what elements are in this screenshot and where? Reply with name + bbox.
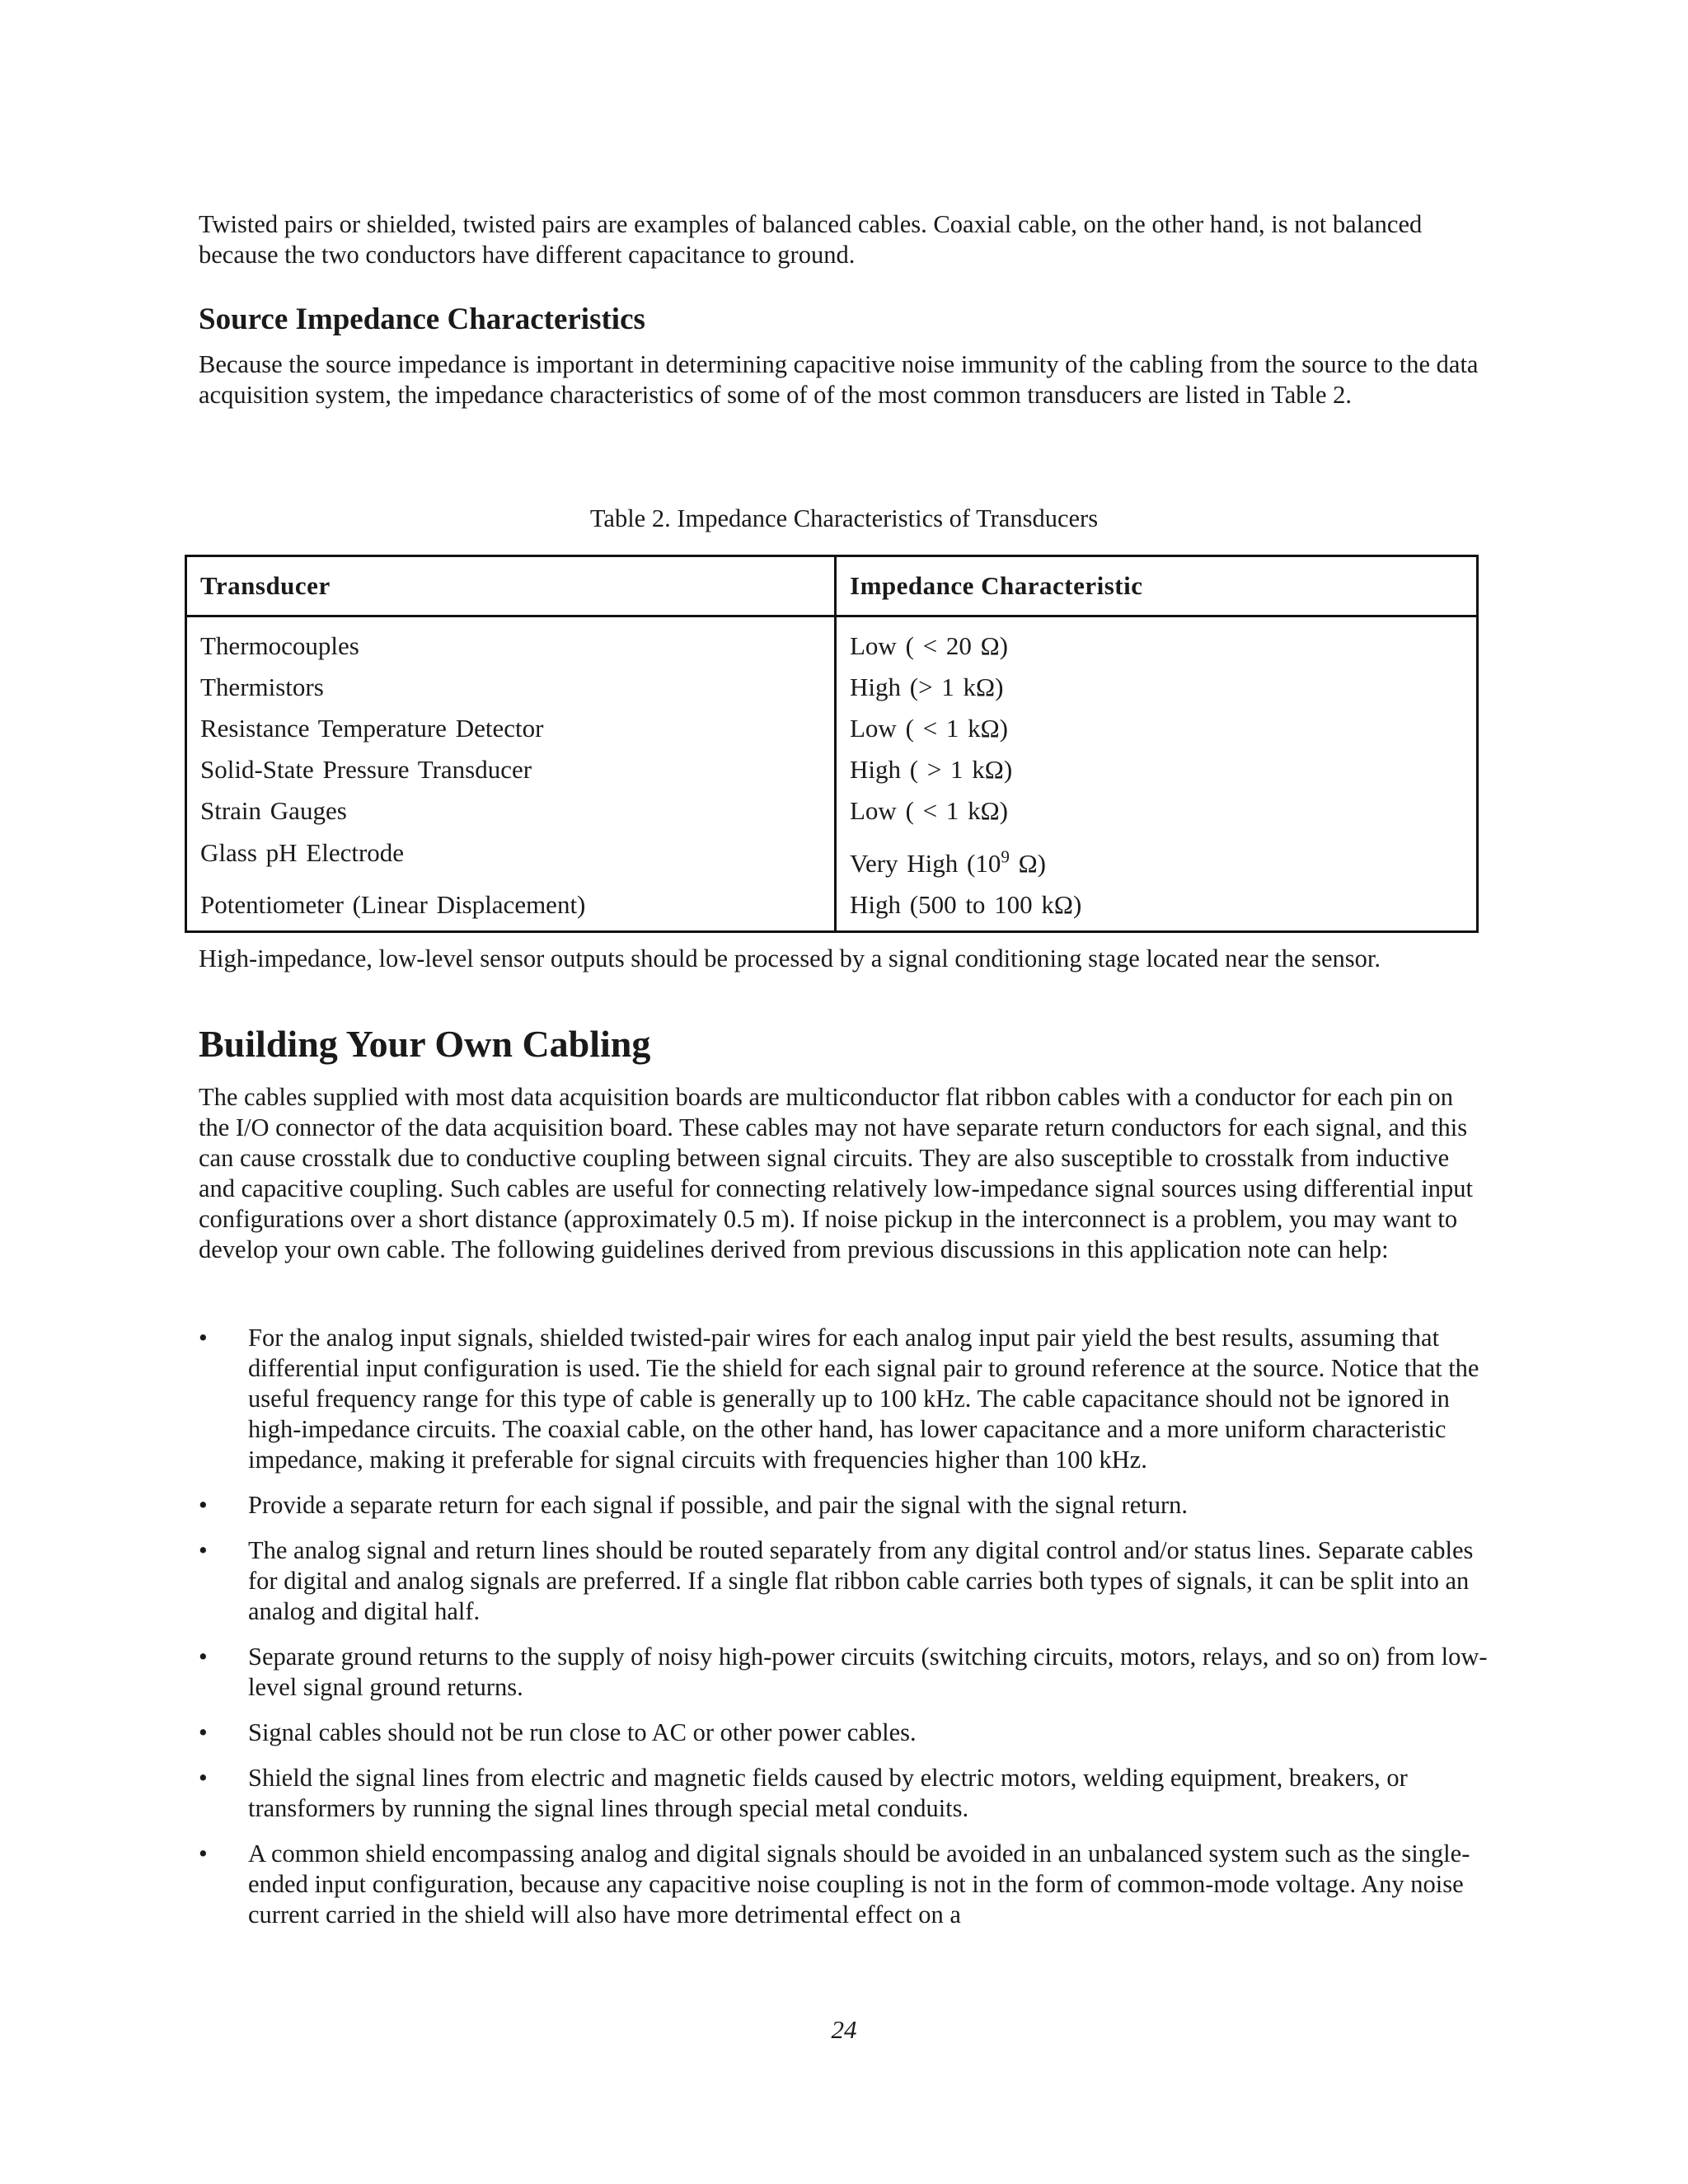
building-cabling-paragraph: The cables supplied with most data acquisition boards are multiconductor flat ribbon cables with a conductor for each pin on the I/O connector of the data acquisition board. These cables may not have separate return conductors for each signal, and this can cause crosstalk due to conductive coupling between signal circuits. They are also susceptible to crosstalk from inductive and capacitive coupling. Such cables are useful for connecting relatively low-impedance signal sources using differential input configurations over a short distance (approximately 0.5 m). If noise pickup in the interconnect is a problem, you may want to develop your own cable. The following guidelines derived from previous discussions in this application note can help: (199, 1083, 1473, 1263)
header-transducer: Transducer (186, 556, 836, 616)
impedance-cell: Low ( < 1 kΩ) (850, 796, 1008, 825)
impedance-table (185, 555, 1479, 933)
guideline-list (199, 1323, 1493, 1945)
impedance-prefix: Very High (10 (850, 849, 1001, 878)
bullet-icon: • (199, 1764, 208, 1792)
list-item-text: Shield the signal lines from electric and magnetic fields caused by electric motors, welding equipment, breakers, or transformers by running the signal lines through special metal conduits. (248, 1764, 1408, 1822)
transducer-cell: Thermocouples (186, 616, 836, 668)
list-item (199, 1535, 1493, 1627)
impedance-cell: Low ( < 1 kΩ) (850, 714, 1008, 743)
bullet-icon: • (199, 1491, 208, 1519)
impedance-cell: High ( > 1 kΩ) (850, 755, 1013, 784)
bullet-icon: • (199, 1324, 208, 1352)
list-item (199, 1323, 1493, 1475)
list-item-text: For the analog input signals, shielded twisted-pair wires for each analog input pair yield the best results, assuming that differential input configuration is used. Tie the shield for each signal pair to ground reference at the source. Notice that the useful frequency range for this type of cable is generally up to 100 kHz. The cable capacitance should not be ignored in high-impedance circuits. The coaxial cable, on the other hand, has lower capacitance and a more uniform characteristic impedance, making it preferable for signal circuits with frequencies higher than 100 kHz. (248, 1324, 1479, 1474)
list-item (199, 1839, 1493, 1930)
transducer-cell: Thermistors (186, 667, 836, 708)
table-caption: Table 2. Impedance Characteristics of Transducers (589, 504, 1099, 532)
list-item (199, 1642, 1493, 1703)
table-row (186, 708, 1478, 749)
list-item (199, 1763, 1493, 1824)
list-item-text: A common shield encompassing analog and digital signals should be avoided in an unbalanced system such as the single-ended input configuration, because any capacitive noise coupling is not in the form of common-mode voltage. Any noise current carried in the shield will also have more detrimental effect on a (248, 1840, 1470, 1929)
impedance-cell: High (500 to 100 kΩ) (850, 890, 1082, 919)
after-table-paragraph: High-impedance, low-level sensor outputs should be processed by a signal conditioning stage located near the sensor. (199, 944, 1381, 972)
impedance-suffix: Ω) (1009, 849, 1046, 878)
header-impedance: Impedance Characteristic (836, 556, 1478, 616)
impedance-cell (836, 832, 1478, 884)
source-impedance-paragraph: Because the source impedance is important in determining capacitive noise immunity of the cabling from the source to the data acquisition system, the impedance characteristics of some of of the most common transducers are listed in Table 2. (199, 350, 1479, 409)
impedance-cell: Low ( < 20 Ω) (850, 631, 1008, 660)
list-item-text: The analog signal and return lines should be routed separately from any digital control and/or status lines. Separate cables for digital and analog signals are preferred. If a single flat ribbon cable carries both types of signals, it can be split into an analog and digital half. (248, 1536, 1474, 1625)
list-item (199, 1490, 1493, 1521)
transducer-cell: Glass pH Electrode (186, 832, 836, 884)
bullet-icon: • (199, 1718, 208, 1746)
table-row (186, 884, 1478, 932)
transducer-cell: Resistance Temperature Detector (186, 708, 836, 749)
table-header-row (186, 556, 1478, 616)
list-item-text: Separate ground returns to the supply of noisy high-power circuits (switching circuits, motors, relays, and so on) from low-level signal ground returns. (248, 1643, 1488, 1701)
impedance-exponent: 9 (1001, 846, 1010, 867)
table-row (186, 832, 1478, 884)
list-item (199, 1718, 1493, 1748)
table-row (186, 667, 1478, 708)
table-row (186, 616, 1478, 668)
building-cabling-heading: Building Your Own Cabling (199, 1023, 651, 1065)
bullet-icon: • (199, 1840, 208, 1868)
table-row (186, 749, 1478, 790)
transducer-cell: Solid-State Pressure Transducer (186, 749, 836, 790)
list-item-text: Signal cables should not be run close to AC or other power cables. (248, 1718, 917, 1746)
transducer-cell: Strain Gauges (186, 790, 836, 832)
impedance-cell: High (> 1 kΩ) (850, 673, 1004, 701)
bullet-icon: • (199, 1643, 208, 1671)
page-number: 24 (831, 2015, 857, 2044)
intro-paragraph: Twisted pairs or shielded, twisted pairs are examples of balanced cables. Coaxial cable, on the other hand, is not balanced because the two conductors have different capacitance to ground. (199, 210, 1423, 269)
transducer-cell: Potentiometer (Linear Displacement) (186, 884, 836, 932)
table-row (186, 790, 1478, 832)
source-impedance-heading: Source Impedance Characteristics (199, 302, 645, 336)
list-item-text: Provide a separate return for each signal if possible, and pair the signal with the signal return. (248, 1491, 1189, 1519)
bullet-icon: • (199, 1536, 208, 1564)
